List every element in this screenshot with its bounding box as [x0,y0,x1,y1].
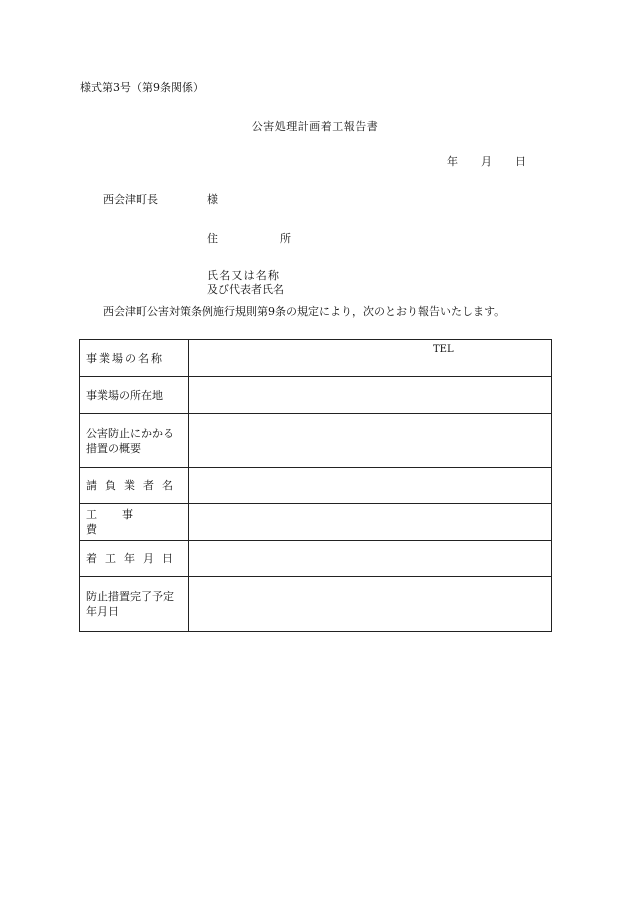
table-row [80,504,552,541]
addressee-honorific: 様 [207,193,218,206]
row-value-start-date[interactable] [189,541,552,577]
row-value-facility-location[interactable] [189,377,552,414]
date-line [447,155,526,168]
addressee: 西会津町長 [103,193,158,206]
date-month-label: 月 [481,155,492,168]
form-number: 様式第3号（第9条関係） [80,81,204,94]
row-label-contractor: 請負業者名 [80,468,189,504]
row-label-pollution-measures: 公害防止にかかる措置の概要 [80,414,189,468]
report-statement: 西会津町公害対策条例施行規則第9条の規定により，次のとおり報告いたします。 [103,305,506,318]
document-title: 公害処理計画着工報告書 [251,120,379,133]
applicant-address-label [207,232,291,245]
row-label-completion-date: 防止措置完了予定年月日 [80,577,189,632]
row-value-completion-date[interactable] [189,577,552,632]
table-row [80,468,552,504]
tel-label: TEL [433,344,454,355]
table-row [80,377,552,414]
table-row [80,541,552,577]
date-day-label: 日 [515,155,526,168]
address-label-part2: 所 [280,232,291,245]
row-value-contractor[interactable] [189,468,552,504]
row-label-construction-cost: 工事費 [80,504,189,541]
row-label-facility-location: 事業場の所在地 [80,377,189,414]
date-year-label: 年 [447,155,458,168]
row-value-construction-cost[interactable] [189,504,552,541]
row-label-start-date: 着工年月日 [80,541,189,577]
row-value-facility-name[interactable] [189,340,552,377]
table-row [80,414,552,468]
applicant-name-label: 氏名又は名称 [207,269,281,282]
address-label-part1: 住 [207,232,218,245]
table-row [80,340,552,377]
row-label-facility-name: 事業場の名称 [80,340,189,377]
report-table [79,339,552,632]
table-row [80,577,552,632]
applicant-representative-label: 及び代表者氏名 [207,283,284,296]
row-value-pollution-measures[interactable] [189,414,552,468]
